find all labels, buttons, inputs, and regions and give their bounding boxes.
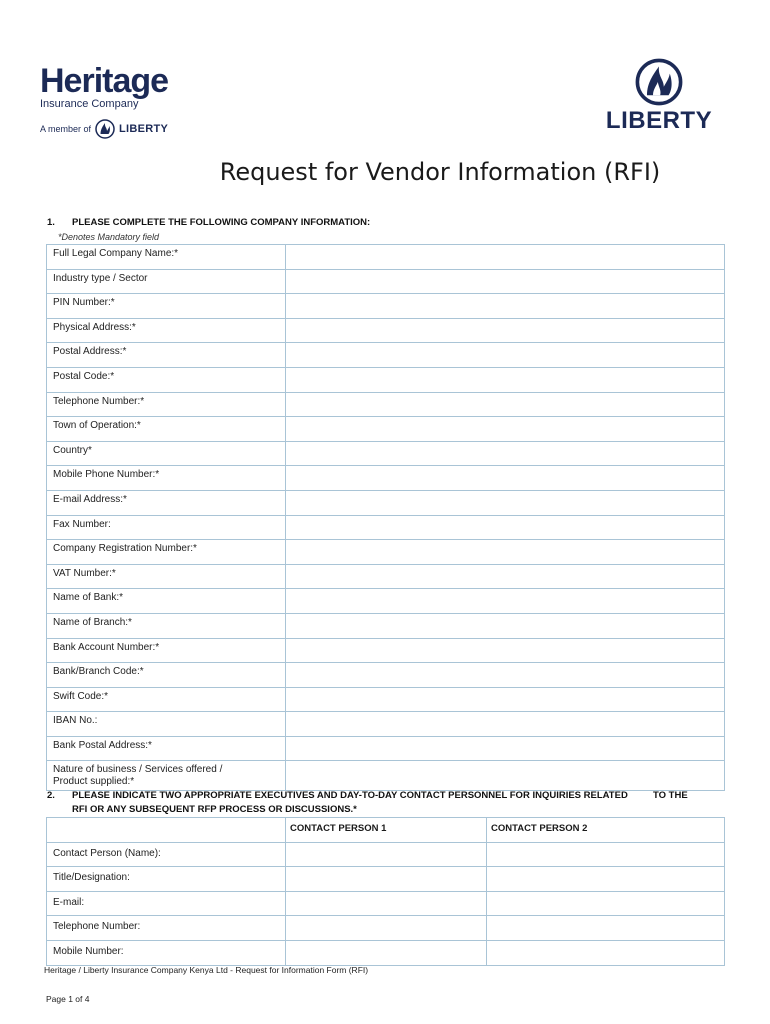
table-row — [47, 687, 725, 712]
table-row — [47, 761, 725, 791]
footer-text: Heritage / Liberty Insurance Company Kenya Ltd - Request for Information Form (RFI) — [44, 965, 369, 975]
field-label: Swift Code:* — [47, 687, 286, 712]
table-header-row — [47, 818, 725, 843]
table-row — [47, 540, 725, 565]
field-input[interactable] — [286, 245, 725, 270]
section1-title: PLEASE COMPLETE THE FOLLOWING COMPANY INFORMATION: — [72, 217, 371, 228]
field-input[interactable] — [286, 466, 725, 491]
member-brand: LIBERTY — [119, 123, 169, 135]
field-input[interactable] — [286, 269, 725, 294]
table-row — [47, 842, 725, 867]
page-title: Request for Vendor Information (RFI) — [219, 158, 661, 186]
field-input[interactable] — [286, 318, 725, 343]
field-input[interactable] — [286, 663, 725, 688]
contact-field-label: Mobile Number: — [47, 940, 286, 965]
table-row — [47, 294, 725, 319]
contact-persons-table — [46, 817, 725, 966]
liberty-logo — [604, 58, 714, 134]
field-label: Name of Branch:* — [47, 613, 286, 638]
contact-person-1-input[interactable] — [286, 891, 487, 916]
header-blank — [47, 818, 286, 843]
field-input[interactable] — [286, 441, 725, 466]
table-row — [47, 663, 725, 688]
page-number: Page 1 of 4 — [46, 994, 90, 1004]
field-label: Name of Bank:* — [47, 589, 286, 614]
field-label: Postal Address:* — [47, 343, 286, 368]
liberty-brand: LIBERTY — [605, 107, 713, 134]
heritage-logo — [40, 64, 200, 139]
field-label: Postal Code:* — [47, 367, 286, 392]
heritage-brand: Heritage — [40, 62, 169, 100]
col-contact-person-1: CONTACT PERSON 1 — [286, 818, 487, 843]
field-label: Industry type / Sector — [47, 269, 286, 294]
field-label: Country* — [47, 441, 286, 466]
section2-title-line1: PLEASE INDICATE TWO APPROPRIATE EXECUTIVES AND DAY-TO-DAY CONTACT PERSONNEL FOR INQUIRIES RELATED — [72, 790, 628, 801]
contact-person-2-input[interactable] — [487, 867, 725, 892]
table-row — [47, 736, 725, 761]
field-label-line: Product supplied:* — [53, 776, 135, 788]
contact-field-label: E-mail: — [47, 891, 286, 916]
table-row — [47, 269, 725, 294]
table-row — [47, 367, 725, 392]
contact-field-label: Contact Person (Name): — [47, 842, 286, 867]
table-row — [47, 245, 725, 270]
field-label: Bank/Branch Code:* — [47, 663, 286, 688]
field-input[interactable] — [286, 343, 725, 368]
field-label: Full Legal Company Name:* — [47, 245, 286, 270]
contact-person-2-input[interactable] — [487, 940, 725, 965]
field-input[interactable] — [286, 589, 725, 614]
field-label: Bank Account Number:* — [47, 638, 286, 663]
liberty-flame-icon — [635, 58, 683, 106]
contact-person-1-input[interactable] — [286, 867, 487, 892]
field-label: E-mail Address:* — [47, 490, 286, 515]
member-of-line — [40, 119, 200, 139]
field-input[interactable] — [286, 490, 725, 515]
section2-number: 2. — [47, 790, 55, 801]
table-row — [47, 490, 725, 515]
field-label: Fax Number: — [47, 515, 286, 540]
field-label: Telephone Number:* — [47, 392, 286, 417]
mandatory-note: *Denotes Mandatory field — [58, 232, 160, 242]
table-row — [47, 712, 725, 737]
table-row — [47, 515, 725, 540]
field-input[interactable] — [286, 736, 725, 761]
field-label-line: Nature of business / Services offered / — [53, 764, 223, 776]
table-row — [47, 867, 725, 892]
field-input[interactable] — [286, 687, 725, 712]
contact-person-1-input[interactable] — [286, 842, 487, 867]
field-input[interactable] — [286, 638, 725, 663]
contact-field-label: Title/Designation: — [47, 867, 286, 892]
field-label: VAT Number:* — [47, 564, 286, 589]
contact-person-2-input[interactable] — [487, 916, 725, 941]
table-row — [47, 343, 725, 368]
col-contact-person-2: CONTACT PERSON 2 — [487, 818, 725, 843]
field-label: Mobile Phone Number:* — [47, 466, 286, 491]
contact-person-1-input[interactable] — [286, 916, 487, 941]
table-row — [47, 589, 725, 614]
field-label — [47, 761, 286, 791]
field-input[interactable] — [286, 712, 725, 737]
field-input[interactable] — [286, 761, 725, 791]
table-row — [47, 916, 725, 941]
field-input[interactable] — [286, 515, 725, 540]
contact-person-1-input[interactable] — [286, 940, 487, 965]
liberty-flame-icon — [95, 119, 115, 139]
contact-field-label: Telephone Number: — [47, 916, 286, 941]
field-input[interactable] — [286, 417, 725, 442]
table-row — [47, 392, 725, 417]
contact-person-2-input[interactable] — [487, 842, 725, 867]
field-label: Town of Operation:* — [47, 417, 286, 442]
section2-title-tail: TO THE — [653, 790, 688, 801]
field-label: Bank Postal Address:* — [47, 736, 286, 761]
table-row — [47, 891, 725, 916]
table-row — [47, 564, 725, 589]
field-input[interactable] — [286, 540, 725, 565]
field-input[interactable] — [286, 564, 725, 589]
field-label: PIN Number:* — [47, 294, 286, 319]
field-input[interactable] — [286, 392, 725, 417]
field-label: Physical Address:* — [47, 318, 286, 343]
company-info-table — [46, 244, 725, 791]
section2-title-line2: RFI OR ANY SUBSEQUENT RFP PROCESS OR DISCUSSIONS.* — [72, 804, 357, 815]
table-row — [47, 318, 725, 343]
contact-person-2-input[interactable] — [487, 891, 725, 916]
field-label: IBAN No.: — [47, 712, 286, 737]
table-row — [47, 417, 725, 442]
field-label: Company Registration Number:* — [47, 540, 286, 565]
table-row — [47, 441, 725, 466]
member-of-text: A member of — [40, 124, 92, 134]
field-input[interactable] — [286, 367, 725, 392]
table-row — [47, 466, 725, 491]
heritage-subtitle: Insurance Company — [40, 98, 139, 110]
section1-number: 1. — [47, 217, 55, 228]
field-input[interactable] — [286, 613, 725, 638]
field-input[interactable] — [286, 294, 725, 319]
table-row — [47, 940, 725, 965]
table-row — [47, 613, 725, 638]
table-row — [47, 638, 725, 663]
